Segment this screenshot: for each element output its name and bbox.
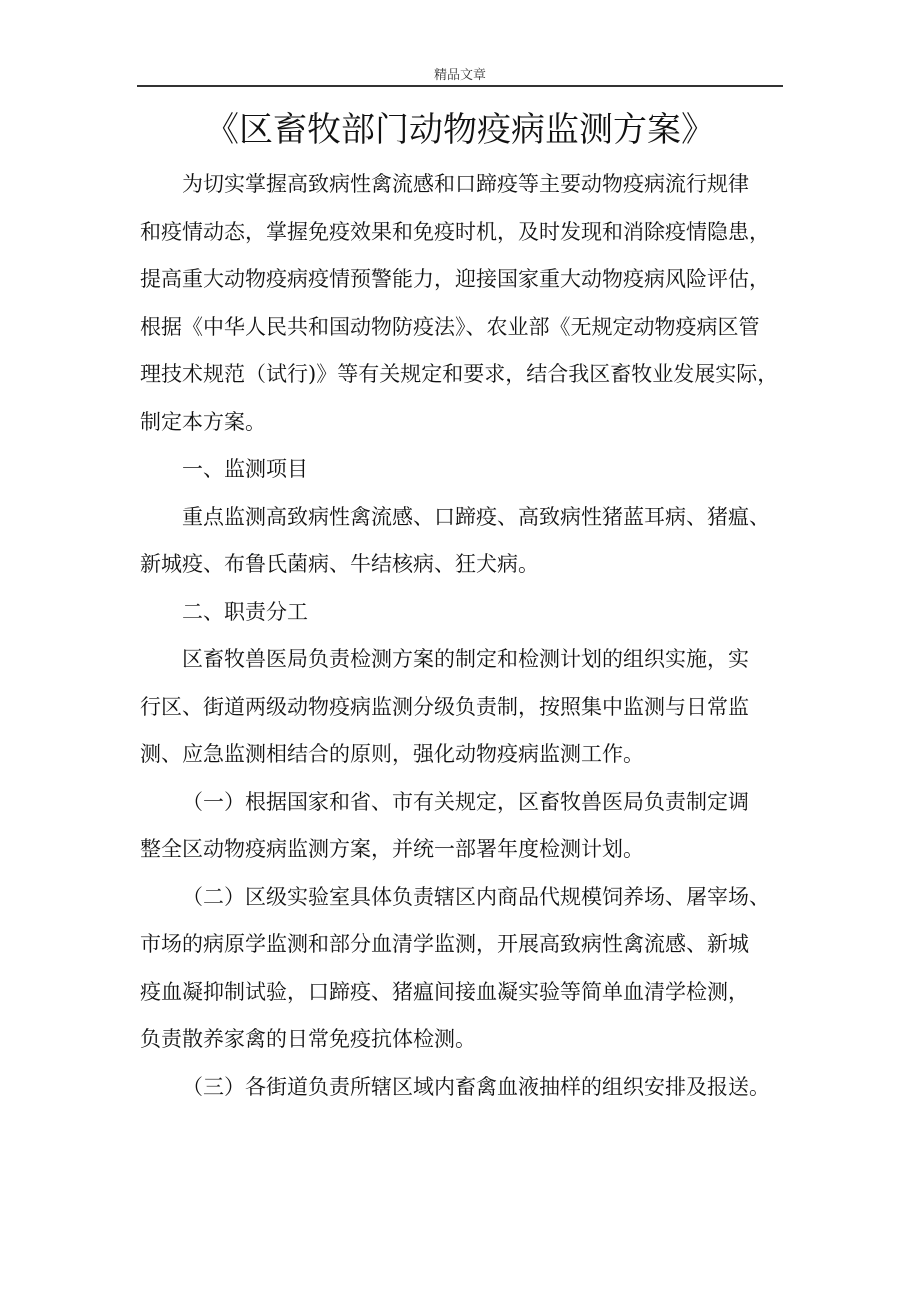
text-line: 新城疫、布鲁氏菌病、牛结核病、狂犬病。 (140, 552, 539, 576)
document-title: 《区畜牧部门动物疫病监测方案》 (205, 110, 715, 150)
text-line: 为切实掌握高致病性禽流感和口蹄疫等主要动物疫病流行规律 (182, 172, 749, 196)
paragraph (140, 161, 790, 446)
text-line: 二、职责分工 (182, 599, 308, 624)
paragraph (140, 874, 790, 1064)
text-line: 市场的病原学监测和部分血清学监测，开展高致病性禽流感、新城 (140, 932, 749, 956)
text-line: 测、应急监测相结合的原则，强化动物疫病监测工作。 (140, 742, 644, 766)
document-body (140, 161, 790, 1111)
text-line: 整全区动物疫病监测方案，并统一部署年度检测计划。 (140, 837, 644, 861)
text-line: 区畜牧兽医局负责检测方案的制定和检测计划的组织实施，实 (182, 647, 749, 671)
text-line: 理技术规范（试行)》等有关规定和要求，结合我区畜牧业发展实际， (140, 362, 779, 386)
paragraph (140, 1064, 790, 1112)
text-line: （二）区级实验室具体负责辖区内商品代规模饲养场、屠宰场、 (182, 884, 770, 909)
paragraph (140, 446, 790, 494)
paragraph (140, 636, 790, 779)
text-line: 制定本方案。 (140, 409, 266, 434)
text-line: 和疫情动态，掌握免疫效果和免疫时机，及时发现和消除疫情隐患， (140, 219, 770, 244)
page-header: 精品文章 (433, 68, 486, 83)
paragraph (140, 589, 790, 637)
header-divider (137, 85, 783, 87)
text-line: 行区、街道两级动物疫病监测分级负责制，按照集中监测与日常监 (140, 694, 749, 719)
text-line: （一）根据国家和省、市有关规定，区畜牧兽医局负责制定调 (182, 789, 749, 814)
text-line: 疫血凝抑制试验，口蹄疫、猪瘟间接血凝实验等简单血清学检测， (140, 979, 749, 1004)
text-line: 提高重大动物疫病疫情预警能力，迎接国家重大动物疫病风险评估， (140, 267, 770, 291)
text-line: 负责散养家禽的日常免疫抗体检测。 (140, 1027, 476, 1051)
paragraph (140, 494, 790, 589)
text-line: 根据《中华人民共和国动物防疫法》、农业部《无规定动物疫病区管 (140, 314, 760, 339)
text-line: （三）各街道负责所辖区域内畜禽血液抽样的组织安排及报送。 (182, 1074, 770, 1099)
text-line: 重点监测高致病性禽流感、口蹄疫、高致病性猪蓝耳病、猪瘟、 (182, 504, 770, 529)
paragraph (140, 779, 790, 874)
text-line: 一、监测项目 (182, 457, 308, 481)
